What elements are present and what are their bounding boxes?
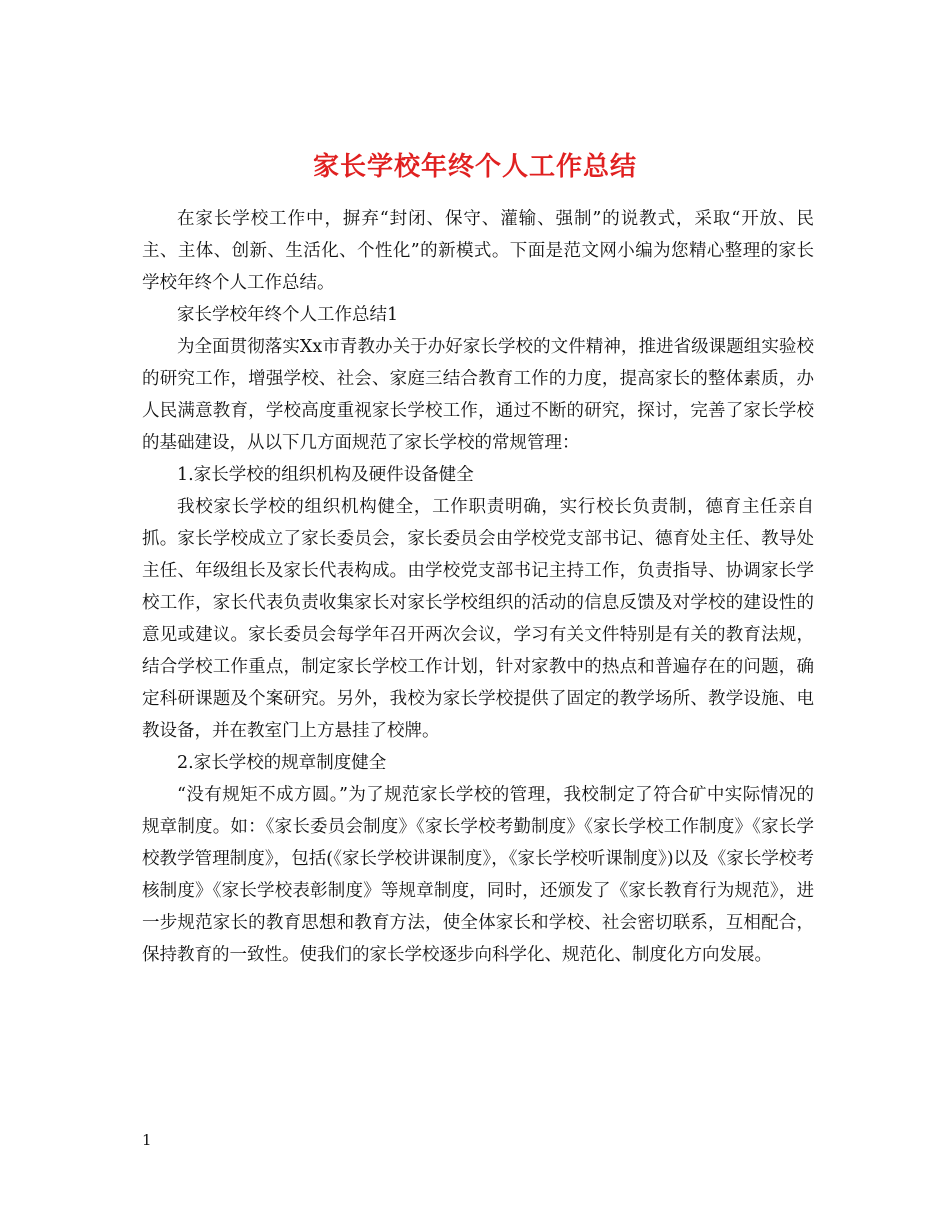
section-heading-1: 家长学校年终个人工作总结1 — [177, 305, 399, 325]
document-title: 家长学校年终个人工作总结 — [312, 152, 637, 183]
subheading-1: 1.家长学校的组织机构及硬件设备健全 — [177, 465, 474, 485]
intro-paragraph: 在家长学校工作中，摒弃“封闭、保守、灌输、强制”的说教式，采取“开放、民主、主体、创新、生活化、个性化”的新模式。下面是范文网小编为您精心整理的家长学校年终个人工作总结。 — [142, 209, 814, 293]
body-paragraph-3: “没有规矩不成方圆。”为了规范家长学校的管理，我校制定了符合矿中实际情况的规章制度。如：《家长委员会制度》《家长学校考勤制度》《家长学校工作制度》《家长学校教学管理制度》，包括(《家长学校讲课制度》，《家长学校听课制度》)以及《家长学校考核制度》《家长学校表彰制度》等规章制度，同时，还颁发了《家长教育行为规范》，进一步规范家长的教育思想和教育方法，使全体家长和学校、社会密切联系，互相配合，保持教育的一致性。使我们的家长学校逐步向科学化、规范化、制度化方向发展。 — [142, 785, 814, 965]
page-number: 1 — [142, 1131, 152, 1149]
subheading-2: 2.家长学校的规章制度健全 — [177, 753, 387, 773]
body-paragraph-2: 我校家长学校的组织机构健全，工作职责明确，实行校长负责制，德育主任亲自抓。家长学校成立了家长委员会，家长委员会由学校党支部书记、德育处主任、教导处主任、年级组长及家长代表构成。由学校党支部书记主持工作，负责指导、协调家长学校工作，家长代表负责收集家长对家长学校组织的活动的信息反馈及对学校的建设性的意见或建议。家长委员会每学年召开两次会议，学习有关文件特别是有关的教育法规，结合学校工作重点，制定家长学校工作计划，针对家教中的热点和普遍存在的问题，确定科研课题及个案研究。另外，我校为家长学校提供了固定的教学场所、教学设施、电教设备，并在教室门上方悬挂了校牌。 — [142, 497, 814, 741]
document-body — [142, 203, 814, 971]
body-paragraph-1: 为全面贯彻落实Xx市青教办关于办好家长学校的文件精神，推进省级课题组实验校的研究工作，增强学校、社会、家庭三结合教育工作的力度，提高家长的整体素质，办人民满意教育，学校高度重视家长学校工作，通过不断的研究，探讨，完善了家长学校的基础建设，从以下几方面规范了家长学校的常规管理： — [142, 337, 814, 453]
